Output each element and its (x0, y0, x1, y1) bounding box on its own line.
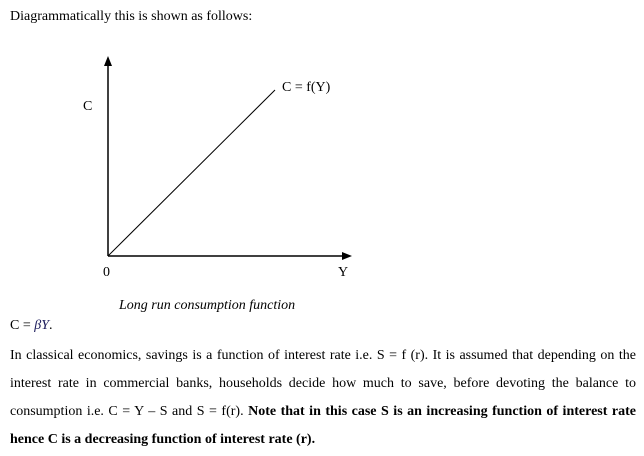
x-axis-label: Y (338, 265, 349, 280)
origin-label: 0 (103, 265, 110, 280)
line-label: C = f(Y) (282, 80, 331, 95)
diagram-caption: Long run consumption function (119, 298, 296, 313)
body-paragraph (10, 342, 636, 454)
consumption-line (108, 90, 275, 256)
intro-text: Diagrammatically this is shown as follows: (10, 9, 253, 24)
y-axis-arrow (104, 56, 112, 66)
x-axis-arrow (342, 252, 352, 260)
equation-suffix: . (49, 318, 53, 333)
equation-prefix: C = (10, 318, 35, 333)
equation-formula: βY (34, 318, 49, 333)
paragraph-text: In classical economics, savings is a function of interest rate i.e. S = f (r). It is assumed that depending on the interest rate in commercial banks, households decide how much to save, before devoting the balance to consumption i.e. C = Y – S and S = f(r). (10, 348, 636, 419)
paragraph-bold-text: Note that in this case S is an increasing function of interest rate hence C is a decreasing function of interest rate (r). (10, 404, 636, 447)
equation (10, 318, 53, 334)
y-axis-label: C (83, 99, 93, 114)
